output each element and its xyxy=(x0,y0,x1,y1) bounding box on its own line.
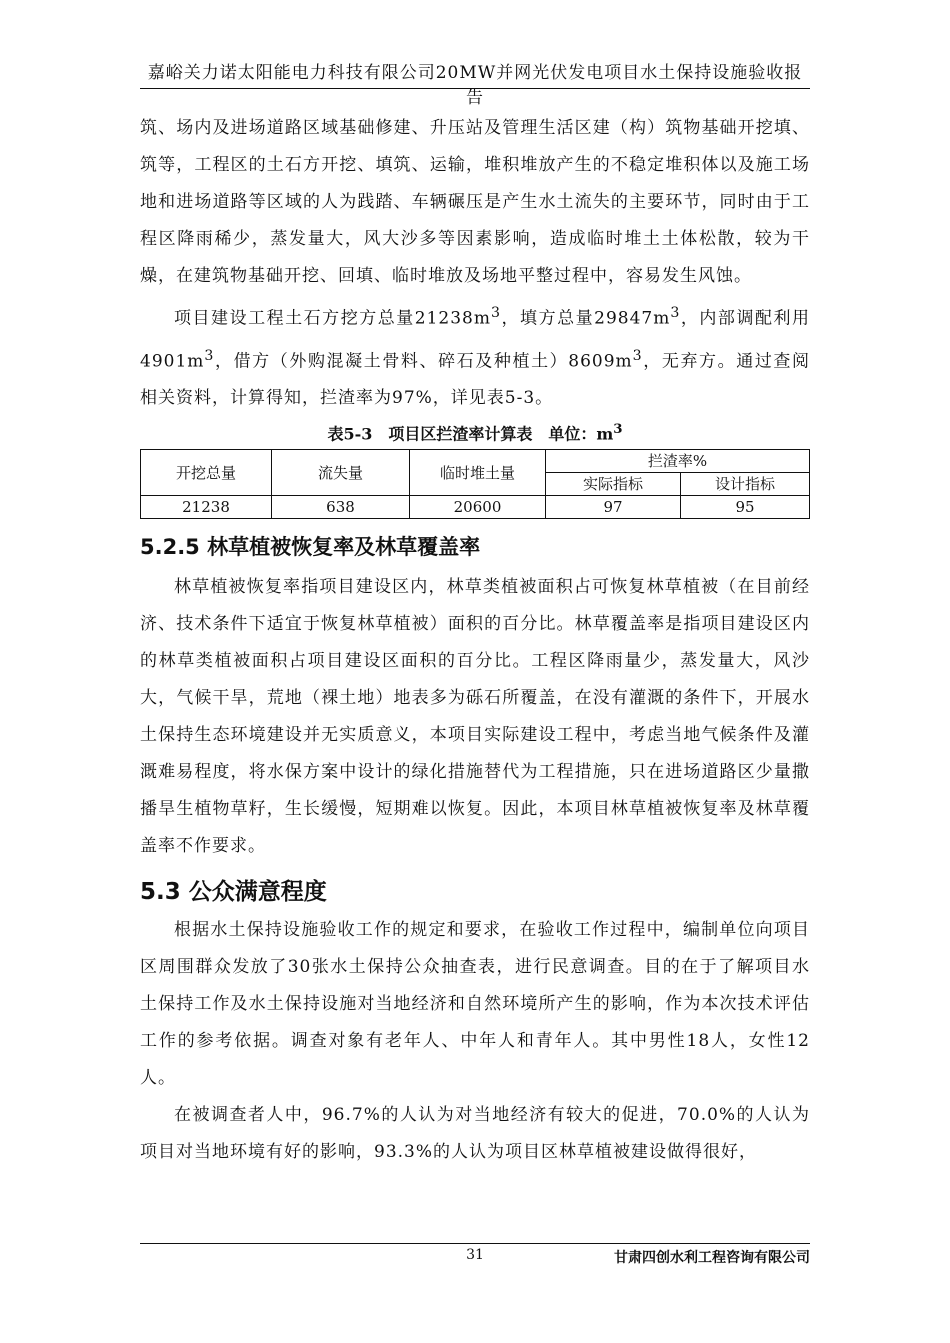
table-caption-superscript: 3 xyxy=(613,421,623,438)
earthwork-text-3: ，内部调配利用4901m xyxy=(140,308,811,372)
header-excavation: 开挖总量 xyxy=(141,449,272,495)
superscript-4: 3 xyxy=(632,347,643,364)
header-temp-soil: 临时堆土量 xyxy=(410,449,546,495)
cell-excavation: 21238 xyxy=(141,495,272,518)
page-header-title: 嘉峪关力诺太阳能电力科技有限公司20MW并网光伏发电项目水土保持设施验收报告 xyxy=(147,63,803,108)
header-retention-rate: 拦渣率% xyxy=(546,449,810,472)
header-divider xyxy=(140,88,810,89)
retention-rate-table xyxy=(140,449,810,519)
section-525-heading: 5.2.5 林草植被恢复率及林草覆盖率 xyxy=(140,534,481,559)
page-number: 31 xyxy=(466,1247,484,1263)
table-caption-text: 表5-3 项目区拦渣率计算表 单位：m xyxy=(327,424,614,444)
superscript-1: 3 xyxy=(490,305,501,321)
earthwork-text-5: ，无弃方。通过查阅相关资料，计算得知，拦渣率为97%，详见表5-3。 xyxy=(140,351,811,409)
cell-actual: 97 xyxy=(546,495,681,518)
cell-design: 95 xyxy=(681,495,810,518)
superscript-2: 3 xyxy=(670,305,681,321)
earthwork-text-2: ，填方总量29847m xyxy=(501,308,671,329)
header-loss: 流失量 xyxy=(272,449,410,495)
superscript-3: 3 xyxy=(204,347,215,364)
footer-company-name: 甘肃四创水利工程咨询有限公司 xyxy=(614,1250,810,1266)
table-header-row xyxy=(141,449,810,472)
section-53-paragraph-2: 在被调查者人中，96.7%的人认为对当地经济有较大的促进，70.0%的人认为项目对当地环境有好的影响，93.3%的人认为项目区林草植被建设做得很好， xyxy=(140,1104,810,1162)
header-design: 设计指标 xyxy=(681,472,810,495)
cell-temp-soil: 20600 xyxy=(410,495,546,518)
header-actual: 实际指标 xyxy=(546,472,681,495)
footer-divider xyxy=(140,1243,810,1244)
earthwork-text-1: 项目建设工程土石方挖方总量21238m xyxy=(174,308,491,329)
table-row xyxy=(141,495,810,518)
section-525-paragraph: 林草植被恢复率指项目建设区内，林草类植被面积占可恢复林草植被（在目前经济、技术条件下适宜于恢复林草植被）面积的百分比。林草覆盖率是指项目建设区内的林草类植被面积占项目建设区面积的百分比。工程区降雨量少，蒸发量大，风沙大，气候干旱，荒地（裸土地）地表多为砾石所覆盖，在没有灌溉的条件下，开展水土保持生态环境建设并无实质意义，本项目实际建设工程中，考虑当地气候条件及灌溉难易程度，将水保方案中设计的绿化措施替代为工程措施，只在进场道路区少量撒播旱生植物草籽，生长缓慢，短期难以恢复。因此，本项目林草植被恢复率及林草覆盖率不作要求。 xyxy=(140,576,810,856)
section-53-heading: 5.3 公众满意程度 xyxy=(140,878,327,905)
table-caption xyxy=(140,421,810,444)
section-53-paragraph-1: 根据水土保持设施验收工作的规定和要求，在验收工作过程中，编制单位向项目区周围群众发放了30张水土保持公众抽查表，进行民意调查。目的在于了解项目水土保持工作及水土保持设施对当地经济和自然环境所产生的影响，作为本次技术评估工作的参考依据。调查对象有老年人、中年人和青年人。其中男性18人，女性12人。 xyxy=(140,919,810,1088)
cell-loss: 638 xyxy=(272,495,410,518)
page-content xyxy=(140,110,810,1171)
earthwork-text-4: ，借方（外购混凝土骨料、碎石及种植土）8609m xyxy=(214,351,633,372)
paragraph-intro: 筑、场内及进场道路区域基础修建、升压站及管理生活区建（构）筑物基础开挖填、筑等，工程区的土石方开挖、填筑、运输，堆积堆放产生的不稳定堆积体以及施工场地和进场道路等区域的人为践踏、车辆碾压是产生水土流失的主要环节，同时由于工程区降雨稀少，蒸发量大，风大沙多等因素影响，造成临时堆土土体松散，较为干燥，在建筑物基础开挖、回填、临时堆放及场地平整过程中，容易发生风蚀。 xyxy=(140,118,810,286)
paragraph-earthwork xyxy=(140,295,810,417)
